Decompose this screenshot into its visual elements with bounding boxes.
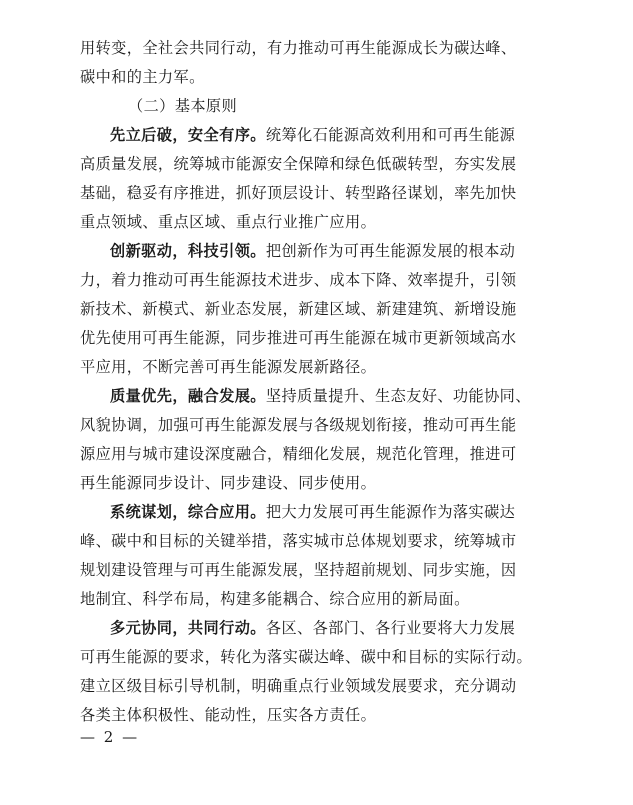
principle-paragraph <box>80 498 556 614</box>
principle-paragraph <box>80 121 556 237</box>
paragraph-line: 各类主体积极性、能动性，压实各方责任。 <box>80 706 377 724</box>
principle-title: 多元协同，共同行动。 <box>110 619 266 637</box>
paragraph-line: 基础，稳妥有序推进，抓好顶层设计、转型路径谋划，率先加快 <box>80 184 517 202</box>
paragraph-line: 源应用与城市建设深度融合，精细化发展，规范化管理，推进可 <box>80 445 517 463</box>
paragraph-line: 碳中和的主力军。 <box>80 68 205 86</box>
paragraph-text: 统筹化石能源高效利用和可再生能源 <box>265 126 516 144</box>
paragraph-line: 平应用，不断完善可再生能源发展新路径。 <box>80 358 377 376</box>
principle-title: 质量优先，融合发展。 <box>110 387 266 405</box>
paragraph-line: 优先使用可再生能源，同步推进可再生能源在城市更新领域高水 <box>80 329 517 347</box>
principle-title: 创新驱动，科技引领。 <box>110 242 266 260</box>
paragraph-first-line <box>80 382 556 411</box>
document-body <box>80 34 556 730</box>
paragraph-text: 坚持质量提升、生态友好、功能协同、 <box>265 387 531 405</box>
paragraph-line: 重点领域、重点区域、重点行业推广应用。 <box>80 213 377 231</box>
paragraph-line: 可再生能源的要求，转化为落实碳达峰、碳中和目标的实际行动。 <box>80 648 533 666</box>
paragraph-line: 高质量发展，统筹城市能源安全保障和绿色低碳转型，夯实发展 <box>80 155 517 173</box>
principle-paragraph <box>80 614 556 730</box>
paragraph-text: 各区、各部门、各行业要将大力发展 <box>265 619 516 637</box>
page-number: — 2 — <box>80 728 140 746</box>
paragraph-line: 用转变，全社会共同行动，有力推动可再生能源成长为碳达峰、 <box>80 39 517 57</box>
paragraph-line: 规划建设管理与可再生能源发展，坚持超前规划、同步实施，因 <box>80 561 517 579</box>
paragraph-line: 建立区级目标引导机制，明确重点行业领域发展要求，充分调动 <box>80 677 517 695</box>
principle-title: 系统谋划，综合应用。 <box>110 503 266 521</box>
paragraph-line: 新技术、新模式、新业态发展，新建区域、新建建筑、新增设施 <box>80 300 517 318</box>
paragraph-line: 再生能源同步设计、同步建设、同步使用。 <box>80 474 377 492</box>
paragraph-first-line <box>80 614 556 643</box>
top-paragraph <box>80 34 556 92</box>
paragraph-first-line <box>80 498 556 527</box>
paragraph-line: 地制宜、科学布局，构建多能耦合、综合应用的新局面。 <box>80 590 470 608</box>
paragraph-line: 峰、碳中和目标的关键举措，落实城市总体规划要求，统筹城市 <box>80 532 517 550</box>
paragraph-text: 把大力发展可再生能源作为落实碳达 <box>265 503 516 521</box>
paragraph-line: 力，着力推动可再生能源技术进步、成本下降、效率提升，引领 <box>80 271 517 289</box>
paragraph-first-line <box>80 121 556 150</box>
paragraph-text: 把创新作为可再生能源发展的根本动 <box>265 242 516 260</box>
section-heading: （二）基本原则 <box>128 97 238 115</box>
principle-title: 先立后破，安全有序。 <box>110 126 266 144</box>
paragraph-first-line <box>80 237 556 266</box>
principle-paragraph <box>80 382 556 498</box>
paragraph-line: 风貌协调，加强可再生能源发展与各级规划衔接，推动可再生能 <box>80 416 517 434</box>
principle-paragraph <box>80 237 556 382</box>
